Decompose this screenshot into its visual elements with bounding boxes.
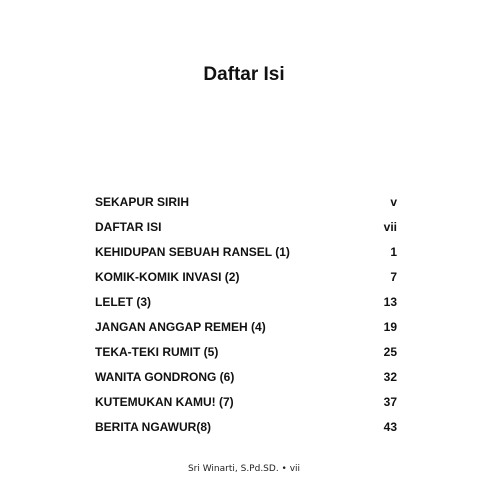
- toc-entry-page: 7: [390, 270, 397, 284]
- toc-entry-title: WANITA GONDRONG (6): [95, 370, 235, 384]
- toc-entry-title: TEKA-TEKI RUMIT (5): [95, 345, 219, 359]
- toc-entry-page: 1: [390, 245, 397, 259]
- page-title: Daftar Isi: [203, 64, 285, 85]
- toc-entry-page: v: [390, 195, 397, 209]
- toc-entry-page: 19: [383, 320, 397, 334]
- toc-entry-title: KOMIK-KOMIK INVASI (2): [95, 270, 240, 284]
- toc-entry: [95, 365, 397, 390]
- toc-entry-page: 25: [383, 345, 397, 359]
- page-footer: Sri Winarti, S.Pd.SD. • vii: [187, 464, 301, 474]
- toc-entry: [95, 240, 397, 265]
- toc-entry: [95, 290, 397, 315]
- toc-entry-page: 43: [383, 420, 397, 434]
- toc-entry: [95, 340, 397, 365]
- toc-entry-title: BERITA NGAWUR(8): [95, 420, 211, 434]
- toc-entry-title: LELET (3): [95, 295, 151, 309]
- table-of-contents: [95, 190, 397, 440]
- toc-entry: [95, 315, 397, 340]
- toc-entry-title: KUTEMUKAN KAMU! (7): [95, 395, 234, 409]
- toc-entry-page: 32: [383, 370, 397, 384]
- toc-entry-title: DAFTAR ISI: [95, 220, 162, 234]
- toc-entry: [95, 390, 397, 415]
- toc-entry-title: JANGAN ANGGAP REMEH (4): [95, 320, 266, 334]
- toc-entry: [95, 415, 397, 440]
- toc-entry: [95, 190, 397, 215]
- toc-entry-page: vii: [383, 220, 397, 234]
- toc-entry: [95, 215, 397, 240]
- toc-entry: [95, 265, 397, 290]
- toc-entry-title: SEKAPUR SIRIH: [95, 195, 190, 209]
- toc-entry-title: KEHIDUPAN SEBUAH RANSEL (1): [95, 245, 290, 259]
- toc-entry-page: 37: [383, 395, 397, 409]
- toc-entry-page: 13: [383, 295, 397, 309]
